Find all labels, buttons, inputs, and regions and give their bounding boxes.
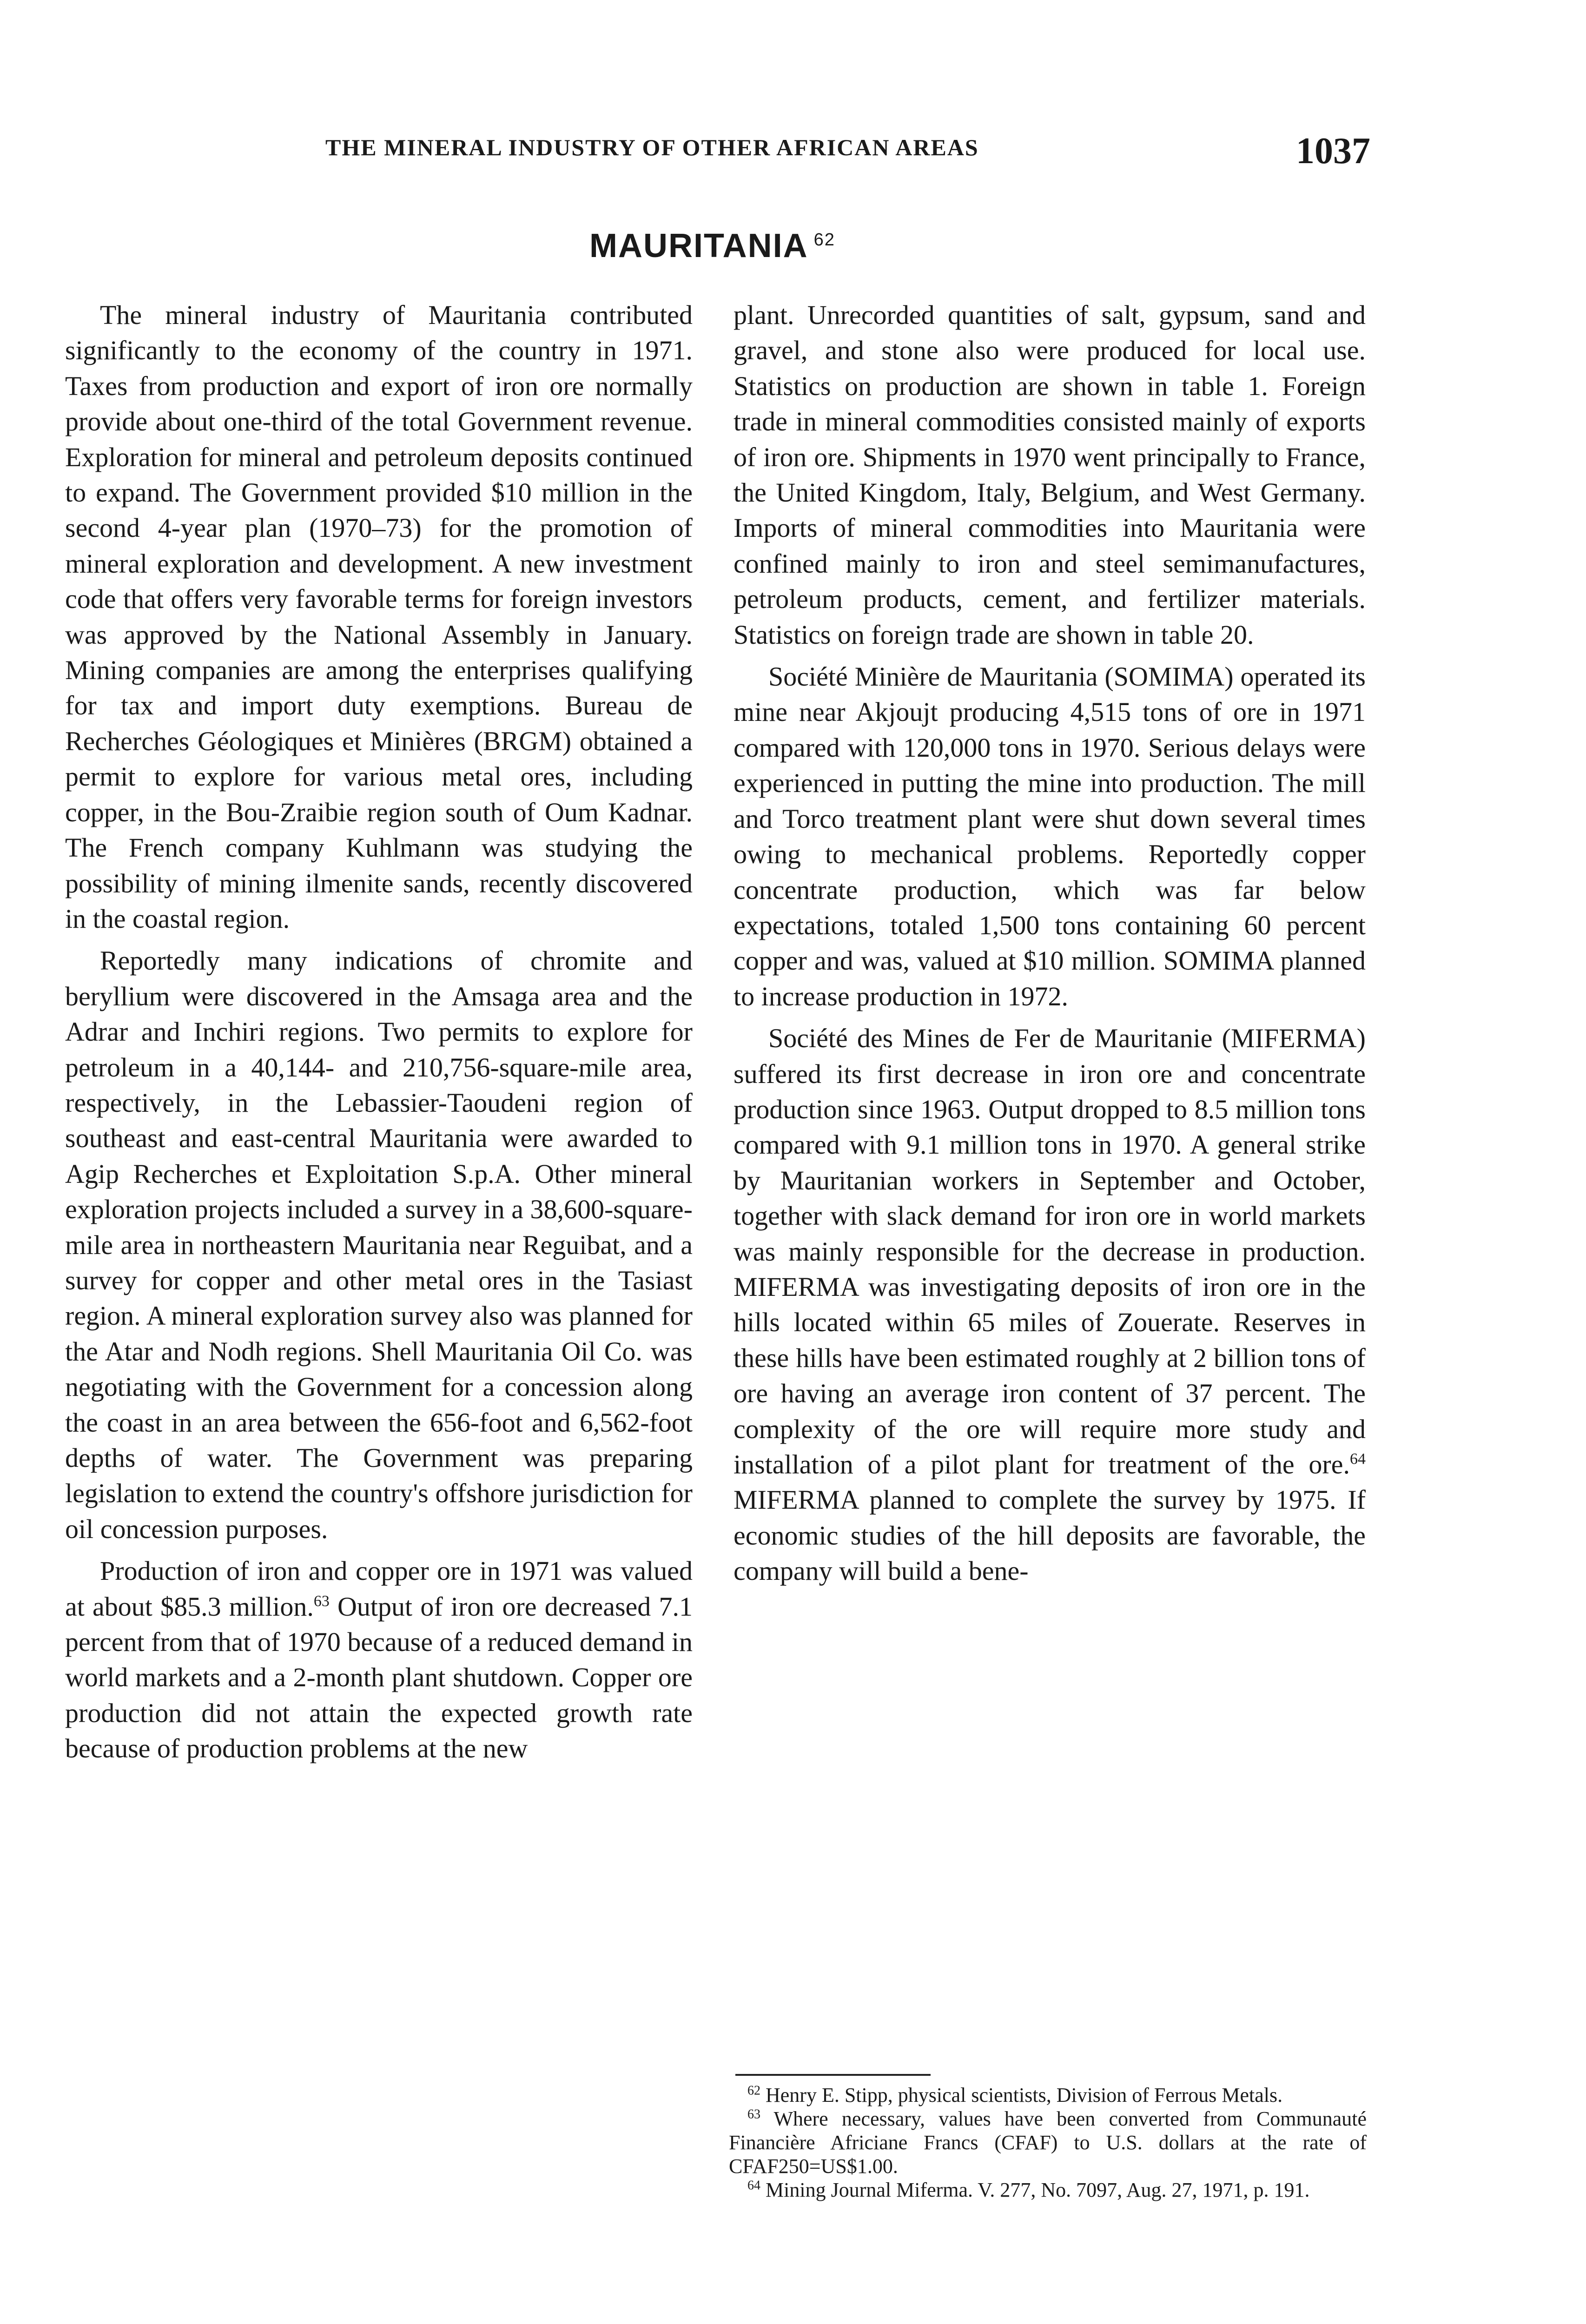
paragraph: plant. Unrecorded quantities of salt, gypsum, sand and gravel, and stone also were produced for local use. Statistics on production are shown in table 1. Foreign trade in mineral commodities consisted mainly of exports of iron ore. Shipments in 1970 went principally to France, the United Kingdom, Italy, Belgium, and West Germany. Imports of mineral commodities into Mauritania were confined mainly to iron and steel semimanufactures, petroleum products, cement, and fertilizer materials. Statistics on foreign trade are shown in table 20. bbox=[734, 300, 1366, 650]
footnote-ref: 63 bbox=[313, 1592, 330, 1610]
footnote-divider bbox=[735, 2074, 931, 2076]
paragraph-text: Output of iron ore decreased 7.1 percent from that of 1970 because of a reduced demand in world markets and a 2-month plant shutdown. Copper ore production did not attain the expected growth rate because of production problems at the new bbox=[65, 1591, 693, 1764]
footnote bbox=[729, 2178, 1367, 2202]
paragraph-text: Société des Mines de Fer de Mauritanie (MIFERMA) suffered its first decrease in iron ore and concentrate production since 1963. Output dropped to 8.5 million tons compared with 9.1 million tons in 1970. A general strike by Mauritanian workers in September and October, together with slack demand for iron ore in world markets was mainly responsible for the decrease in production. MIFERMA was investigating deposits of iron ore in the hills located within 65 miles of Zouerate. Reserves in these hills have been estimated roughly at 2 billion tons of ore having an average iron content of 37 percent. The complexity of the ore will require more study and installation of a pilot plant for treatment of the ore. bbox=[734, 1023, 1366, 1479]
paragraph: The mineral industry of Mauritania contributed significantly to the economy of the country in 1971. Taxes from production and export of iron ore normally provide about one-third of the total Government revenue. Exploration for mineral and petroleum deposits continued to expand. The Government provided $10 million in the second 4-year plan (1970–73) for the promotion of mineral exploration and development. A new investment code that offers very favorable terms for foreign investors was approved by the National Assembly in January. Mining companies are among the enterprises qualifying for tax and import duty exemptions. Bureau de Recherches Géologiques et Minières (BRGM) obtained a permit to explore for various metal ores, including copper, in the Bou-Zraibie region south of Oum Kadnar. The French company Kuhlmann was studying the possibility of mining ilmenite sands, recently discovered in the coastal region. bbox=[65, 300, 693, 934]
footnote-number: 63 bbox=[747, 2107, 760, 2122]
paragraph-text: Production of iron and copper ore in 1971 was valued at about $85.3 million. bbox=[65, 1556, 693, 1622]
paragraph-text: MIFERMA planned to complete the survey by 1975. If economic studies of the hill deposits are favorable, the company will build a bene- bbox=[734, 1485, 1366, 1586]
footnotes bbox=[729, 2083, 1367, 2202]
page-number: 1037 bbox=[1296, 131, 1370, 172]
left-column bbox=[65, 297, 693, 1773]
paragraph bbox=[734, 1021, 1366, 1589]
footnote bbox=[729, 2107, 1367, 2178]
right-column bbox=[734, 297, 1366, 1596]
running-head: THE MINERAL INDUSTRY OF OTHER AFRICAN AREAS bbox=[325, 134, 979, 160]
footnote-text: Where necessary, values have been converted from Communauté Financière Africiane Francs (CFAF) to U.S. dollars at the rate of CFAF250=US$1.00. bbox=[729, 2107, 1367, 2178]
footnote bbox=[729, 2083, 1367, 2107]
paragraph: Société Minière de Mauritania (SOMIMA) operated its mine near Akjoujt producing 4,515 tons of ore in 1971 compared with 120,000 tons in 1970. Serious delays were experienced in putting the mine into production. The mill and Torco treatment plant were shut down several times owing to mechanical problems. Reportedly copper concentrate production, which was far below expectations, totaled 1,500 tons containing 60 percent copper and was, valued at $10 million. SOMIMA planned to increase production in 1972. bbox=[734, 661, 1366, 1011]
footnote-text: Henry E. Stipp, physical scientists, Division of Ferrous Metals. bbox=[766, 2084, 1283, 2106]
footnote-number: 64 bbox=[747, 2178, 760, 2193]
footnote-text: Mining Journal Miferma. V. 277, No. 7097, Aug. 27, 1971, p. 191. bbox=[766, 2179, 1310, 2201]
paragraph bbox=[65, 1553, 693, 1766]
section-title-text: MAURITANIA bbox=[589, 227, 808, 264]
section-title bbox=[589, 227, 835, 265]
section-footnote-ref: 62 bbox=[813, 230, 835, 250]
footnote-ref: 64 bbox=[1350, 1450, 1366, 1468]
paragraph: Reportedly many indications of chromite and beryllium were discovered in the Amsaga area and the Adrar and Inchiri regions. Two permits to explore for petroleum in a 40,144- and 210,756-square-mile area, respectively, in the Lebassier-Taoudeni region of southeast and east-central Mauritania were awarded to Agip Recherches et Exploitation S.p.A. Other mineral exploration projects included a survey in a 38,600-square-mile area in northeastern Mauritania near Reguibat, and a survey for copper and other metal ores in the Tasiast region. A mineral exploration survey also was planned for the Atar and Nodh regions. Shell Mauritania Oil Co. was negotiating with the Government for a concession along the coast in an area between the 656-foot and 6,562-foot depths of water. The Government was preparing legislation to extend the country's offshore jurisdiction for oil concession purposes. bbox=[65, 945, 693, 1544]
footnote-number: 62 bbox=[747, 2083, 760, 2098]
